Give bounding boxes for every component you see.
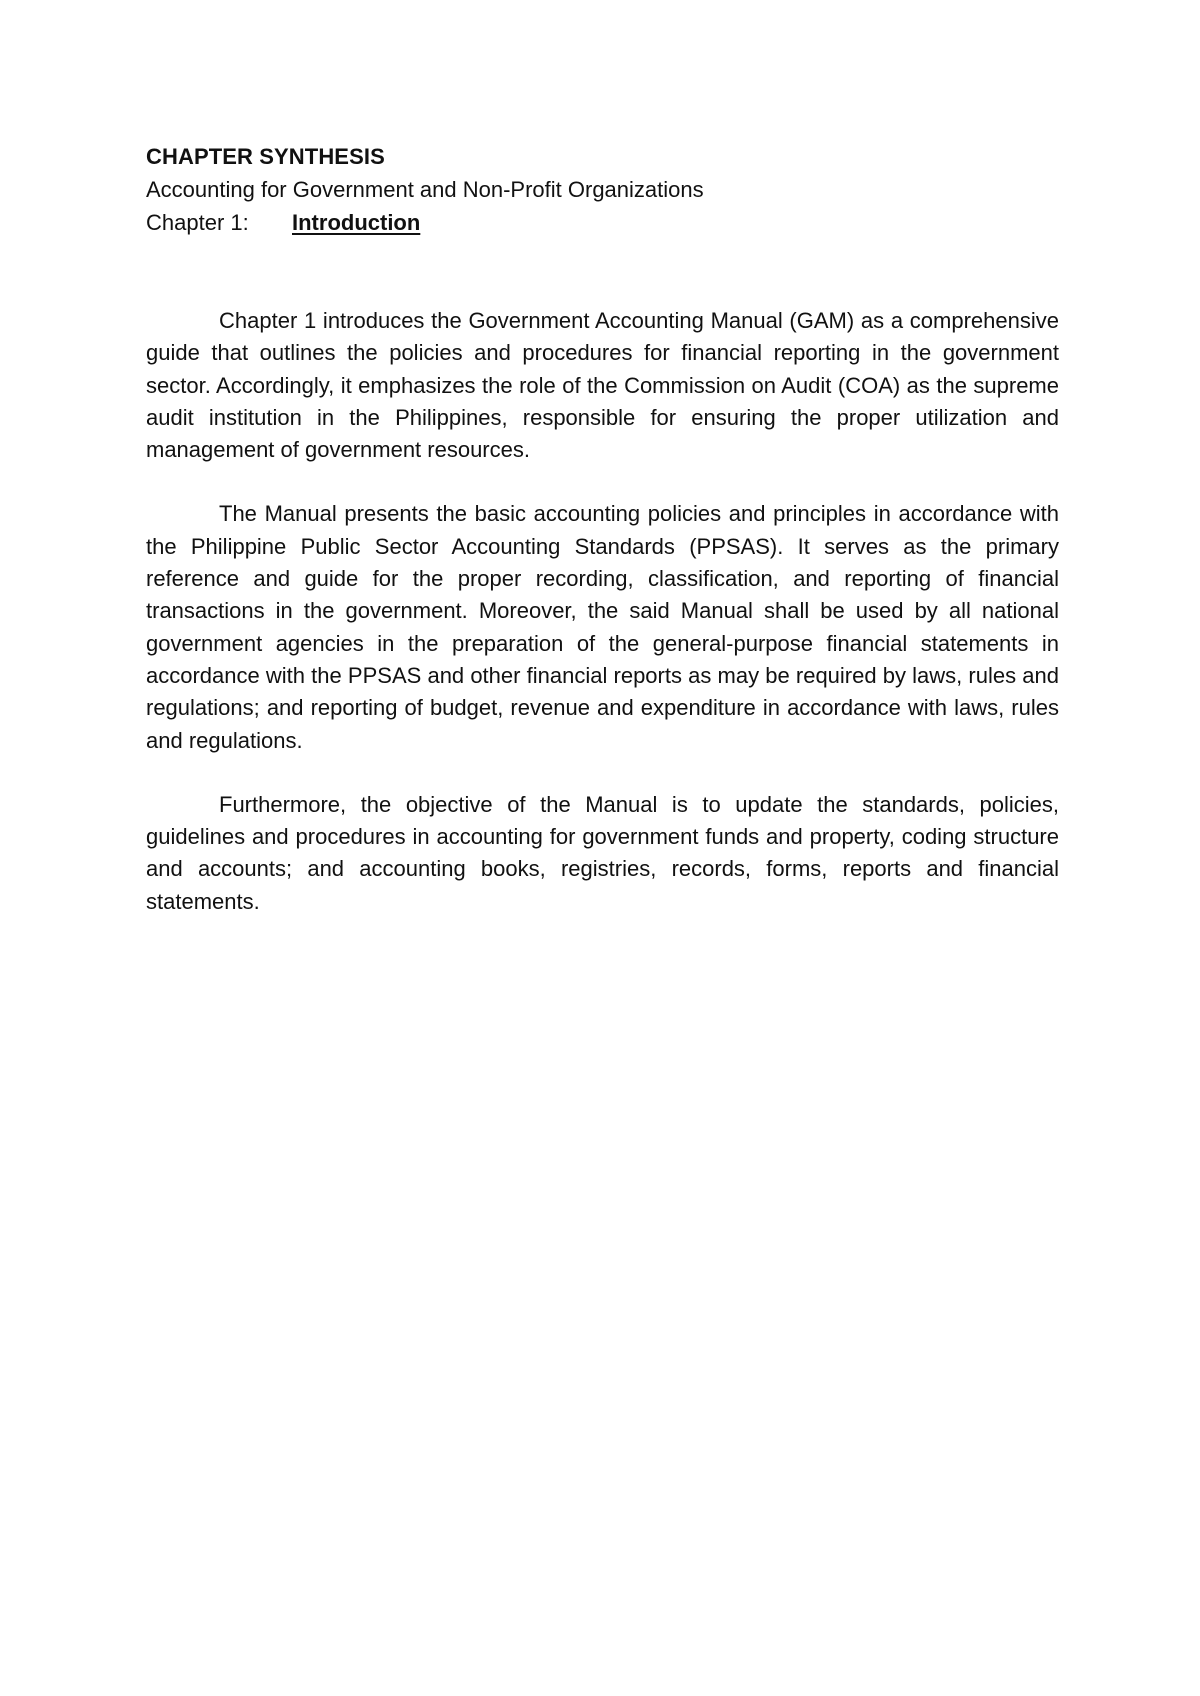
document-title: CHAPTER SYNTHESIS [146,144,385,169]
document-body [146,305,1059,918]
paragraph-2: The Manual presents the basic accounting policies and principles in accordance with the Philippine Public Sector Accounting Standards (PPSAS). It serves as the primary reference and guide for the proper recording, classification, and reporting of financial transactions in the government. Moreover, the said Manual shall be used by all national government agencies in the preparation of the general-purpose financial statements in accordance with the PPSAS and other financial reports as may be required by laws, rules and regulations; and reporting of budget, revenue and expenditure in accordance with laws, rules and regulations. [146,501,1059,753]
chapter-heading [146,206,1059,239]
document-content [146,140,1059,950]
paragraph-3: Furthermore, the objective of the Manual is to update the standards, policies, guidelines and procedures in accounting for government funds and property, coding structure and accounts; and accounting books, registries, records, forms, reports and financial statements. [146,791,1059,914]
document-subtitle: Accounting for Government and Non-Profit Organizations [146,177,704,202]
document-header [146,140,1059,239]
paragraph-1: Chapter 1 introduces the Government Accounting Manual (GAM) as a comprehensive guide that outlines the policies and procedures for financial reporting in the government sector. Accordingly, it emphasizes the role of the Commission on Audit (COA) as the supreme audit institution in the Philippines, responsible for ensuring the proper utilization and management of government resources. [146,308,1059,463]
chapter-label: Chapter 1: [146,210,249,235]
chapter-name: Introduction [292,210,421,235]
